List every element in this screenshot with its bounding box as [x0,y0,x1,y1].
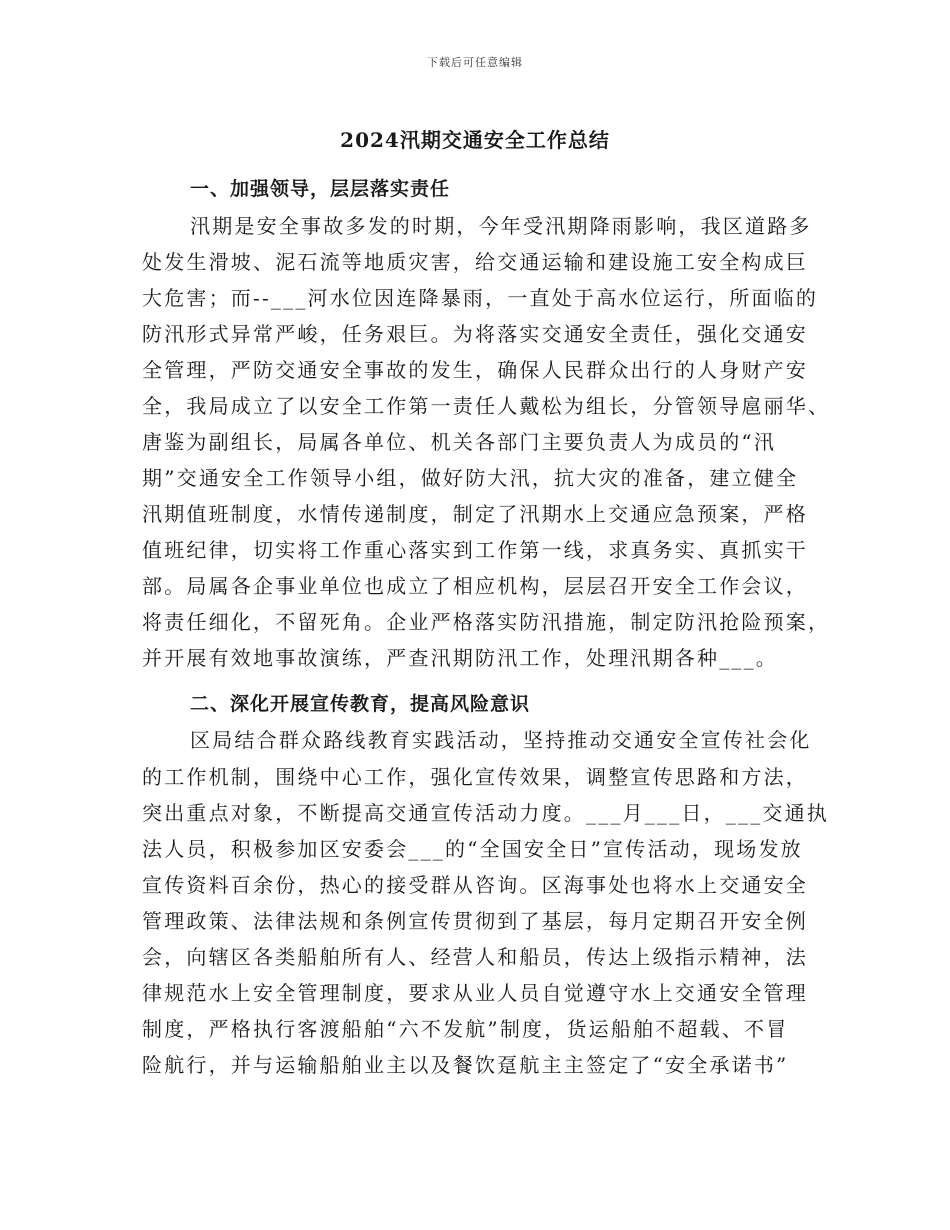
paragraph-line: 会，向辖区各类船舶所有人、经营人和船员，传达上级指示精神，法 [142,945,808,969]
document-title: 2024汛期交通安全工作总结 [340,128,610,152]
paragraph-line: 宣传资料百余份，热心的接受群从咨询。区海事处也将水上交通安全 [142,873,808,897]
paragraph-line: 处发生滑坡、泥石流等地质灾害，给交通运输和建设施工安全构成巨 [142,250,808,274]
section-heading-1: 一、加强领导，层层落实责任 [190,178,451,200]
paragraph-line: 突出重点对象，不断提高交通宣传活动力度。___月___日，___交通执 [142,801,829,825]
paragraph-line: 大危害；而--___河水位因连降暴雨，一直处于高水位运行，所面临的 [142,286,819,310]
paragraph-line: 汛期是安全事故多发的时期，今年受汛期降雨影响，我区道路多 [190,214,812,238]
paragraph-line: 并开展有效地事故演练，严查汛期防汛工作，处理汛期各种___。 [142,646,778,670]
paragraph-line: 部。局属各企事业单位也成立了相应机构，层层召开安全工作会议， [142,574,808,598]
paragraph-line: 将责任细化，不留死角。企业严格落实防汛措施，制定防汛抢险预案， [142,610,831,634]
paragraph-line: 管理政策、法律法规和条例宣传贯彻到了基层，每月定期召开安全例 [142,909,808,933]
paragraph-line: 制度，严格执行客渡船舶“六不发航”制度，货运船舶不超载、不冒 [142,1017,789,1041]
paragraph-line: 期”交通安全工作领导小组，做好防大汛，抗大灾的准备，建立健全 [142,466,799,490]
paragraph-line: 防汛形式异常严峻，任务艰巨。为将落实交通安全责任，强化交通安 [142,322,808,346]
paragraph-line: 汛期值班制度，水情传递制度，制定了汛期水上交通应急预案，严格 [142,502,808,526]
section-heading-2: 二、深化开展宣传教育，提高风险意识 [190,693,531,715]
paragraph-line: 的工作机制，围绕中心工作，强化宣传效果，调整宣传思路和方法， [142,765,808,789]
paragraph-line: 法人员，积极参加区安委会___的“全国安全日”宣传活动，现场发放 [142,837,803,861]
paragraph-line: 唐鉴为副组长，局属各单位、机关各部门主要负责人为成员的“汛 [142,430,777,454]
paragraph-line: 全管理，严防交通安全事故的发生，确保人民群众出行的人身财产安 [142,358,808,382]
header-note: 下载后可任意编辑 [427,56,523,69]
paragraph-line: 全，我局成立了以安全工作第一责任人戴松为组长，分管领导扈丽华、 [142,394,831,418]
paragraph-line: 值班纪律，切实将工作重心落实到工作第一线，求真务实、真抓实干 [142,538,808,562]
paragraph-line: 险航行，并与运输船舶业主以及餐饮趸航主主签定了“安全承诺书” [142,1053,789,1077]
paragraph-line: 区局结合群众路线教育实践活动，坚持推动交通安全宣传社会化 [190,728,812,752]
paragraph-line: 律规范水上安全管理制度，要求从业人员自觉遵守水上交通安全管理 [142,981,808,1005]
